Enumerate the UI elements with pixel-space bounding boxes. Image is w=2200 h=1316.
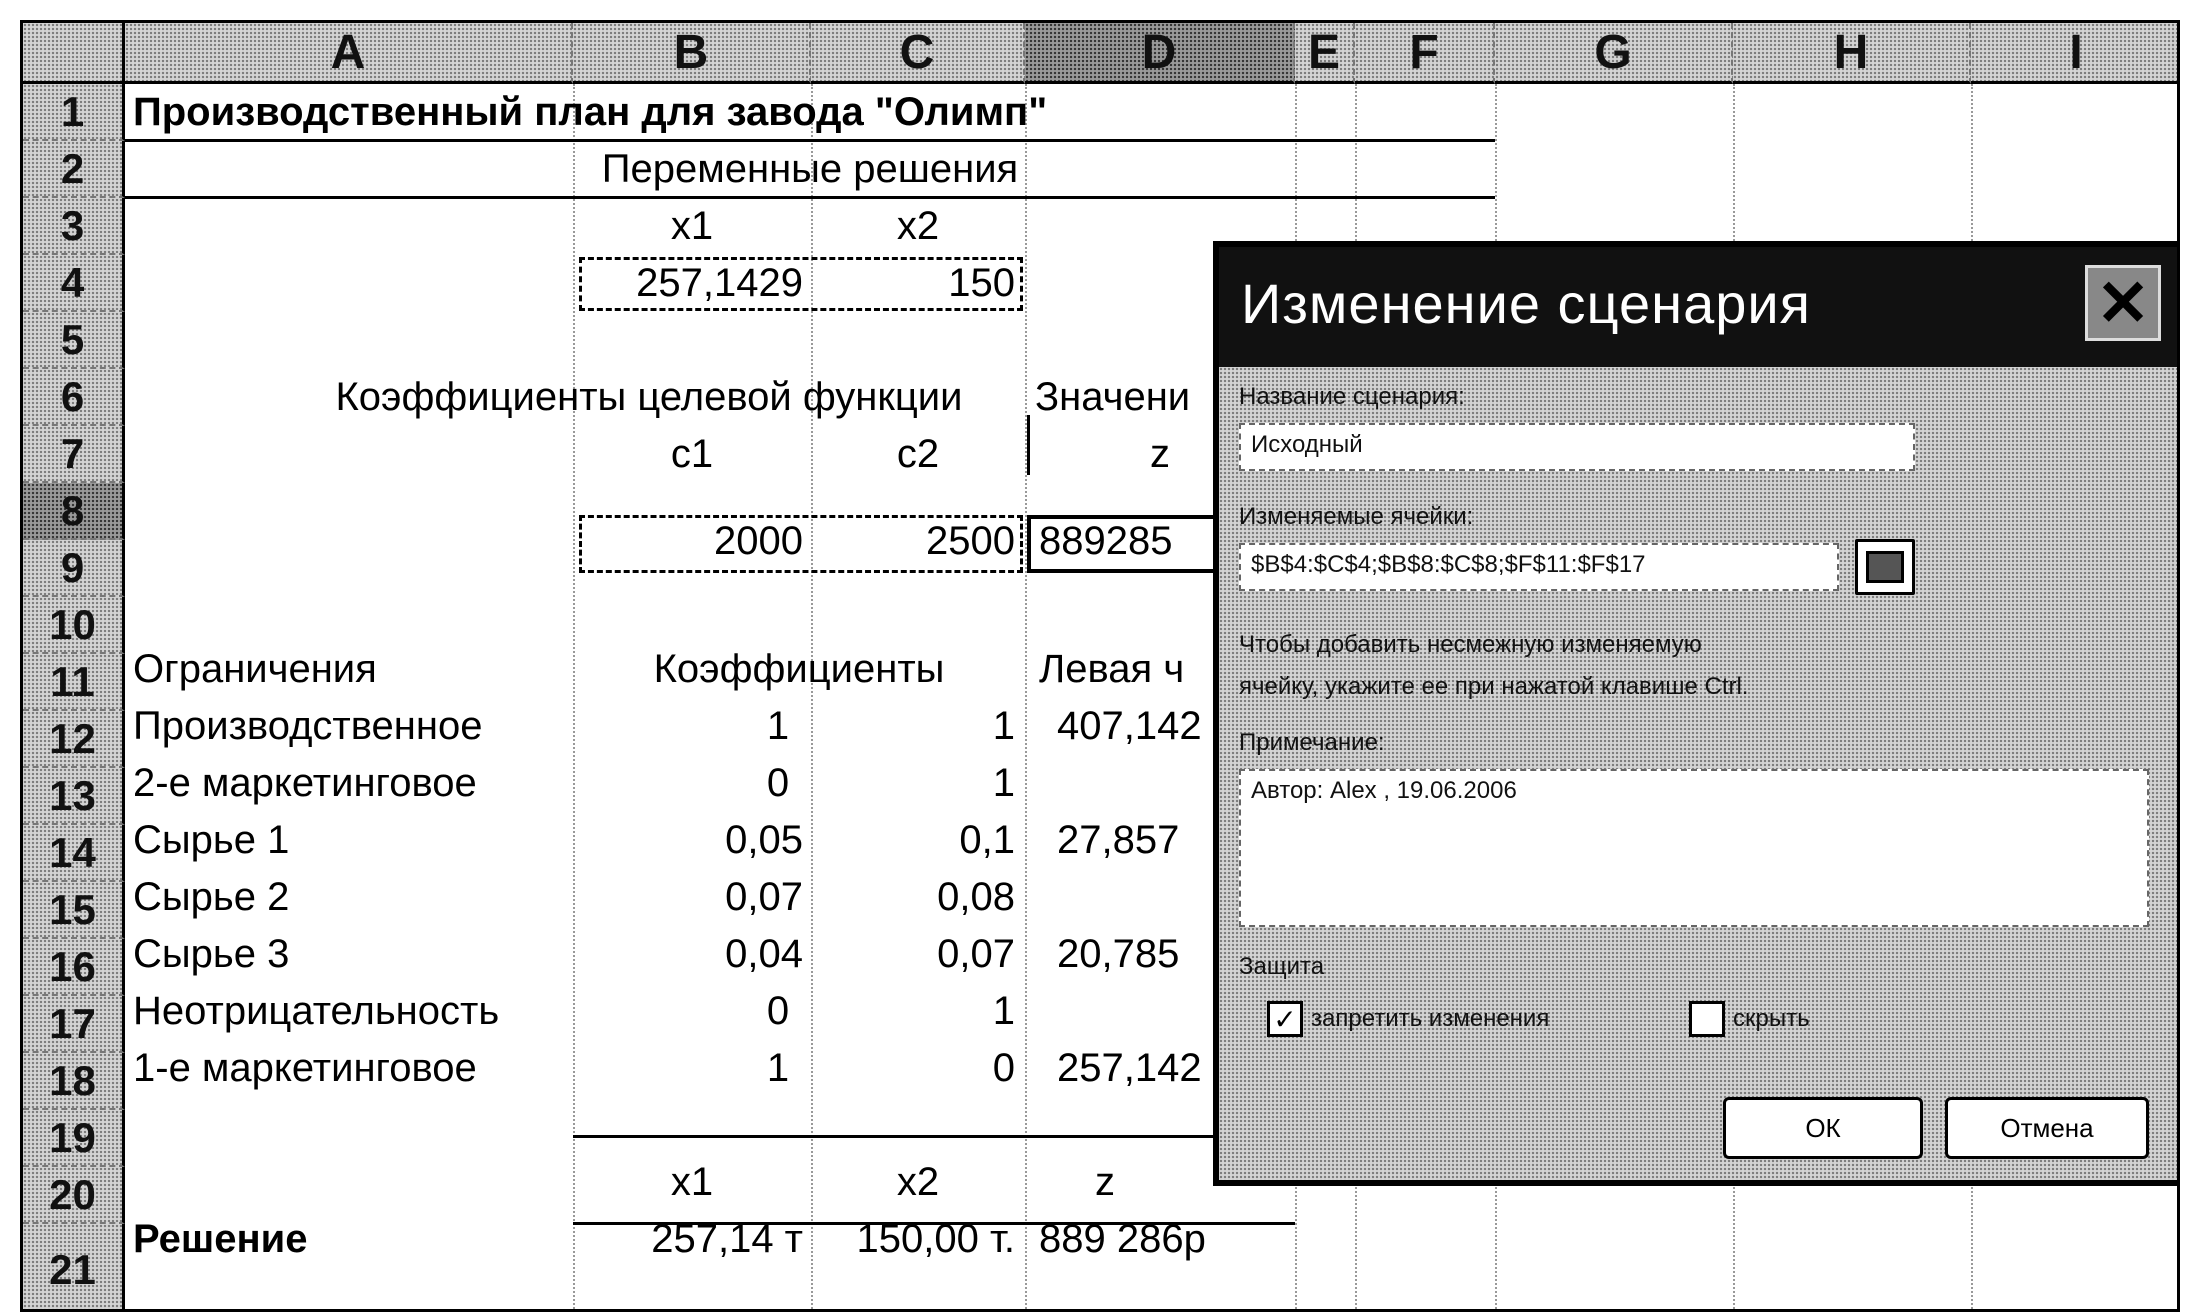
cell-a15[interactable]: Сырье 3 (133, 932, 290, 976)
changing-cells-input[interactable]: $B$4:$C$4;$B$8:$C$8;$F$11:$F$17 (1239, 543, 1839, 591)
hide-label: скрыть (1733, 1005, 1810, 1032)
cancel-button[interactable]: Отмена (1945, 1097, 2149, 1159)
cell-b3[interactable]: x1 (670, 204, 714, 248)
cell-b17[interactable]: 1 (766, 1046, 790, 1090)
row-header-2[interactable]: 2 (23, 141, 125, 198)
comment-textarea[interactable]: Автор: Alex , 19.06.2006 (1239, 769, 2149, 927)
cell-a14[interactable]: Сырье 2 (133, 875, 290, 919)
changing-cells-label: Изменяемые ячейки: (1239, 503, 1474, 530)
cell-a11[interactable]: Производственное (133, 704, 483, 748)
row-header-16[interactable]: 16 (23, 939, 125, 996)
scenario-edit-dialog (1213, 241, 2180, 1186)
cell-d11[interactable]: 407,142 (1057, 704, 1202, 748)
row-header-18[interactable]: 18 (23, 1053, 125, 1110)
column-header-a[interactable]: A (125, 23, 573, 84)
row-header-10[interactable]: 10 (23, 597, 125, 654)
cell-b16[interactable]: 0 (766, 989, 790, 1033)
cell-c3[interactable]: x2 (896, 204, 940, 248)
row-header-6[interactable]: 6 (23, 369, 125, 426)
cell-b13[interactable]: 0,05 (725, 818, 803, 862)
cell-b20[interactable]: 257,14 т (651, 1217, 803, 1261)
column-header-f[interactable]: F (1355, 23, 1495, 84)
column-header-c[interactable]: C (811, 23, 1025, 84)
cell-b10[interactable]: Коэффициенты (653, 647, 945, 691)
cell-b14[interactable]: 0,07 (725, 875, 803, 919)
row-header-14[interactable]: 14 (23, 825, 125, 882)
cell-row6-label[interactable]: Коэффициенты целевой функции (335, 375, 963, 419)
hide-checkbox[interactable] (1689, 1001, 1725, 1037)
cell-a20[interactable]: Решение (133, 1217, 308, 1261)
cell-c12[interactable]: 1 (992, 761, 1015, 805)
row-header-4[interactable]: 4 (23, 255, 125, 312)
column-header-d[interactable]: D (1025, 23, 1295, 84)
cell-a13[interactable]: Сырье 1 (133, 818, 290, 862)
column-header-b[interactable]: B (573, 23, 811, 84)
cell-d15[interactable]: 20,785 (1057, 932, 1180, 976)
row-header-17[interactable]: 17 (23, 996, 125, 1053)
cell-b12[interactable]: 0 (766, 761, 790, 805)
row-header-19[interactable]: 19 (23, 1110, 125, 1167)
hint-line-2: ячейку, укажите ее при нажатой клавише Ctrl. (1239, 673, 1749, 700)
column-header-i[interactable]: I (1971, 23, 2180, 84)
cell-c11[interactable]: 1 (992, 704, 1015, 748)
cell-a10[interactable]: Ограничения (133, 647, 377, 691)
column-header-h[interactable]: H (1733, 23, 1971, 84)
spreadsheet (20, 20, 2180, 1312)
cell-b11[interactable]: 1 (766, 704, 790, 748)
row-header-1[interactable]: 1 (23, 84, 125, 141)
cell-b15[interactable]: 0,04 (725, 932, 803, 976)
cell-d13[interactable]: 27,857 (1057, 818, 1180, 862)
dialog-title-bar[interactable] (1219, 247, 2177, 367)
cell-c16[interactable]: 1 (992, 989, 1015, 1033)
cell-b19[interactable]: x1 (670, 1160, 714, 1204)
row-header-7[interactable]: 7 (23, 426, 125, 483)
cell-c7[interactable]: c2 (896, 432, 940, 476)
column-header-e[interactable]: E (1295, 23, 1355, 84)
cell-d20[interactable]: 889 286р (1039, 1217, 1206, 1261)
hint-line-1: Чтобы добавить несмежную изменяемую (1239, 631, 1702, 658)
row-header-9[interactable]: 9 (23, 540, 125, 597)
row-header-5[interactable]: 5 (23, 312, 125, 369)
prevent-changes-checkbox[interactable]: ✓ (1267, 1001, 1303, 1037)
range-select-icon (1866, 551, 1904, 583)
cell-a12[interactable]: 2-е маркетинговое (133, 761, 477, 805)
row-header-15[interactable]: 15 (23, 882, 125, 939)
comment-label: Примечание: (1239, 729, 1385, 756)
cell-c15[interactable]: 0,07 (937, 932, 1015, 976)
dialog-body (1219, 367, 2177, 1180)
close-icon[interactable]: ✕ (2085, 265, 2161, 341)
dialog-title: Изменение сценария (1241, 272, 1811, 335)
row-header-8[interactable]: 8 (23, 483, 125, 540)
scenario-name-label: Название сценария: (1239, 383, 1465, 410)
cell-c8[interactable]: 2500 (926, 519, 1015, 563)
cell-c17[interactable]: 0 (992, 1046, 1015, 1090)
cell-c13[interactable]: 0,1 (959, 818, 1015, 862)
cell-a1-title[interactable]: Производственный план для завода "Олимп" (133, 90, 1048, 134)
cell-c19[interactable]: x2 (896, 1160, 940, 1204)
ok-button[interactable]: ОК (1723, 1097, 1923, 1159)
collapse-dialog-button[interactable] (1855, 539, 1915, 595)
row-header-13[interactable]: 13 (23, 768, 125, 825)
protection-group-label: Защита (1239, 953, 1325, 980)
prevent-changes-label: запретить изменения (1311, 1005, 1550, 1032)
cell-b8[interactable]: 2000 (714, 519, 803, 563)
column-header-g[interactable]: G (1495, 23, 1733, 84)
cell-d6[interactable]: Значени (1035, 375, 1191, 419)
scenario-name-input[interactable]: Исходный (1239, 423, 1915, 471)
cell-a17[interactable]: 1-е маркетинговое (133, 1046, 477, 1090)
cell-row2-section-title[interactable]: Переменные решения (601, 147, 1019, 191)
cell-d8[interactable]: 889285 (1039, 519, 1173, 563)
results-top-line (573, 1135, 1295, 1138)
cell-a16[interactable]: Неотрицательность (133, 989, 500, 1033)
cell-c4[interactable]: 150 (948, 261, 1015, 305)
cell-b4[interactable]: 257,1429 (636, 261, 803, 305)
row-header-21[interactable]: 21 (23, 1224, 125, 1312)
cell-b7[interactable]: c1 (670, 432, 714, 476)
cell-d19[interactable]: z (1095, 1160, 1115, 1204)
cell-d7[interactable]: z (1150, 432, 1170, 476)
row-header-11[interactable]: 11 (23, 654, 125, 711)
row-header-20[interactable]: 20 (23, 1167, 125, 1224)
cell-c14[interactable]: 0,08 (937, 875, 1015, 919)
gridline (1025, 84, 1027, 1309)
cell-d10[interactable]: Левая ч (1039, 647, 1185, 691)
row-header-3[interactable]: 3 (23, 198, 125, 255)
cell-c20[interactable]: 150,00 т. (856, 1217, 1015, 1261)
row-header-12[interactable]: 12 (23, 711, 125, 768)
cell-d17[interactable]: 257,142 (1057, 1046, 1202, 1090)
corner-select-all[interactable] (23, 23, 125, 84)
